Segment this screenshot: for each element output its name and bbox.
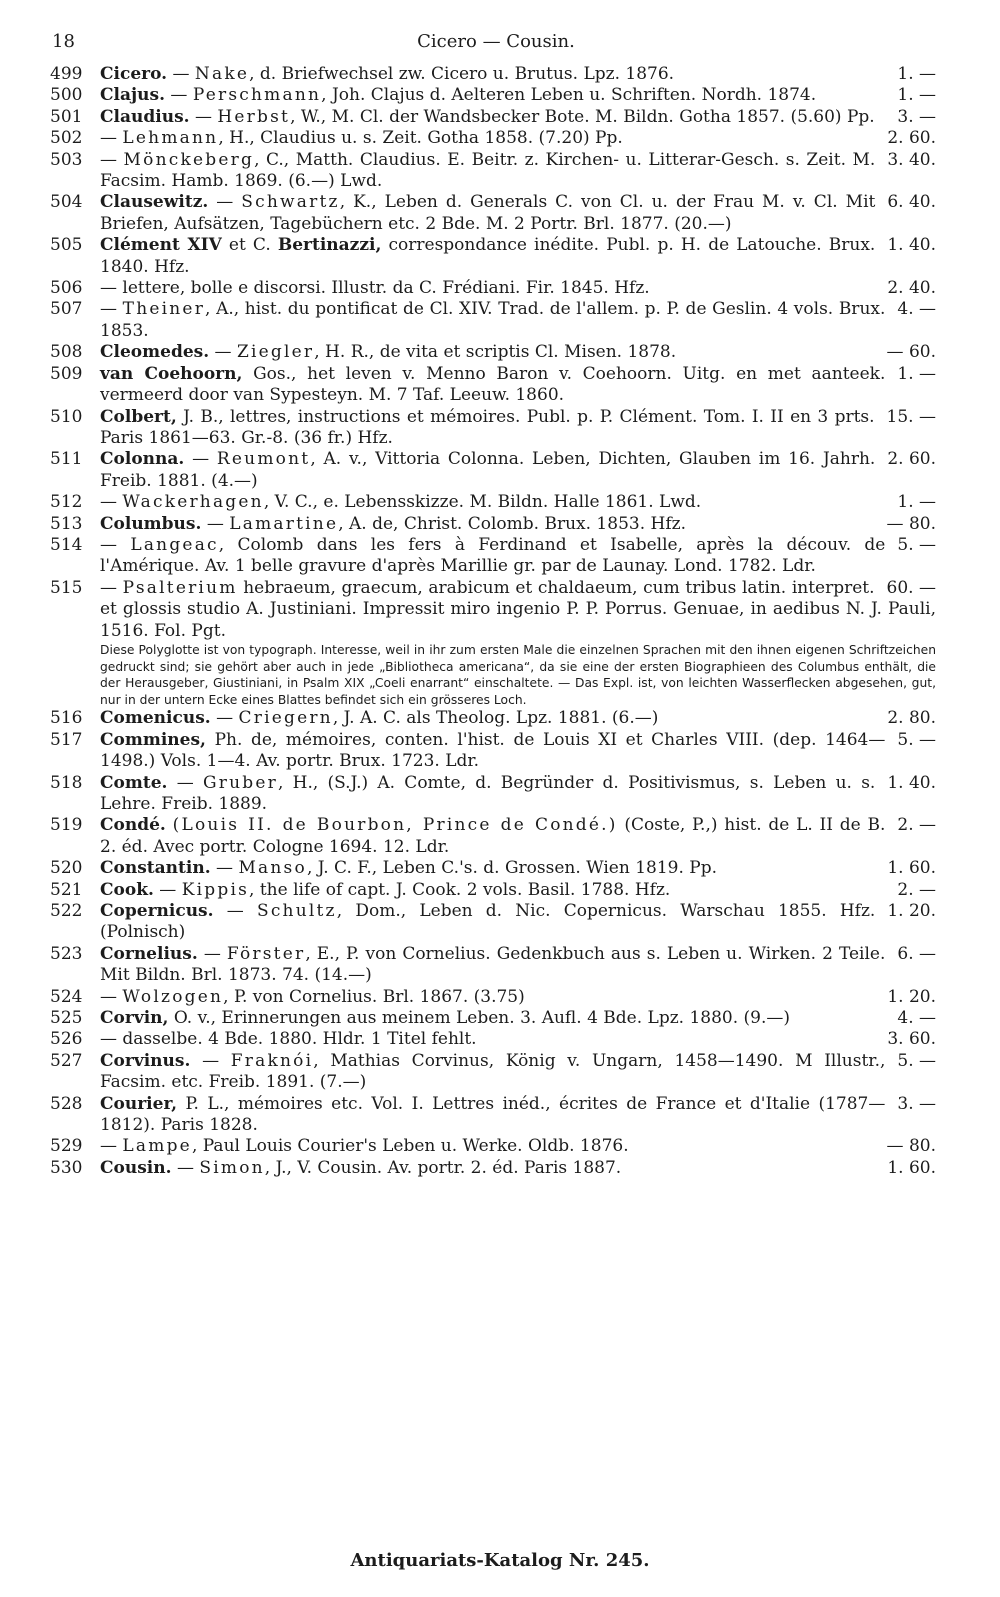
entry-price: 4. — [897, 299, 936, 320]
entry-text [100, 1029, 936, 1050]
entry-text [100, 64, 936, 85]
entry-description: , Mathias Corvinus, König v. Ungarn, 1458—1490. M Illustr., Facsim. etc. Freib. 1891. (7.—) [100, 1050, 886, 1093]
entry-price: 1. 40. [887, 235, 936, 256]
entry-heading: van Coehoorn, [100, 363, 243, 384]
entry-text [100, 107, 936, 128]
entry-author: Schultz [256, 901, 337, 921]
entry-separator: — [165, 85, 193, 106]
entry-text [100, 342, 936, 363]
entry-heading: Comte. [100, 772, 168, 793]
catalog-entry [0, 449, 1000, 492]
entry-number: 524 [50, 986, 83, 1007]
entry-text [100, 514, 936, 535]
entry-text [100, 364, 936, 407]
entry-heading: Cornelius. [100, 943, 198, 964]
entry-author: Criegern [238, 708, 333, 729]
entry-number: 516 [50, 708, 83, 729]
entry-heading: Claudius. [100, 106, 190, 127]
entry-number: 517 [50, 729, 83, 750]
entry-number: 530 [50, 1157, 83, 1178]
entry-heading: Corvin, [100, 1008, 169, 1029]
entry-description: , H. R., de vita et scriptis Cl. Misen. 1878. [314, 342, 677, 363]
entry-price: 2. 80. [887, 708, 936, 729]
entry-separator: — [208, 192, 242, 213]
entry-description: , E., P. von Cornelius. Gedenkbuch aus s. Leben u. Wirken. 2 Teile. Mit Bildn. Brl. 1873. 74. (14.—) [100, 943, 886, 986]
entry-text [100, 880, 936, 901]
catalog-entry [0, 1094, 1000, 1137]
entry-author: Ziegler [236, 342, 315, 363]
entry-separator: — [197, 943, 227, 964]
entry-separator: — [100, 492, 123, 513]
entry-number: 520 [50, 858, 83, 879]
catalog-entry [0, 1029, 1000, 1050]
entry-description: , the life of capt. J. Cook. 2 vols. Basil. 1788. Hfz. [249, 879, 671, 900]
entry-author: Gruber [202, 772, 278, 793]
entry-number: 504 [50, 192, 83, 213]
entry-number: 507 [50, 299, 83, 320]
entry-description: , d. Briefwechsel zw. Cicero u. Brutus. Lpz. 1876. [249, 64, 675, 84]
catalog-entry [0, 535, 1000, 578]
entry-price: 15. — [886, 406, 936, 427]
entry-description: hebraeum, graecum, arabicum et chaldaeum, cum tribus latin. interpret. et glossis studio A. Justiniani. Impressit miro ingenio P. P. Porrus. Genuae, in aedibus N. J. Pauli, 1516. Fol. Pgt. [100, 577, 936, 641]
entry-price: 1. 60. [887, 1157, 936, 1178]
entry-description: , J. C. F., Leben C.'s. d. Grossen. Wien 1819. Pp. [306, 858, 717, 879]
catalog-entry [0, 1008, 1000, 1029]
entry-price: — 80. [886, 513, 936, 534]
entry-heading: Comenicus. [100, 708, 211, 729]
entry-description: J. B., lettres, instructions et mémoires. Publ. p. P. Clément. Tom. I. II en 3 prts. Paris 1861—63. Gr.-8. (36 fr.) Hfz. [100, 406, 875, 448]
catalog-entry [0, 514, 1000, 535]
entry-separator: — [100, 1029, 123, 1050]
entry-number: 508 [50, 342, 83, 363]
entry-author: Lampe [122, 1136, 192, 1157]
entry-price: 3. — [897, 106, 936, 127]
entry-note: Diese Polyglotte ist von typograph. Interesse, weil in ihr zum ersten Male die einzelnen Sprachen mit den ihnen eigenen Schriftzeichen gedruckt sind; sie gehört aber auch in jede „Bibliotheca americana“, da sie eine der ersten Biographieen des Columbus enthält, die der Herausgeber, Giustiniani, in Psalm XIX „Coeli enarrant“ einschaltete. — Das Expl. ist, von leichten Wasserflecken abgesehen, gut, nur in der untern Ecke eines Blattes befindet sich ein grösseres Loch. [100, 642, 936, 707]
entry-description: Gos., het leven v. Menno Baron v. Coehoorn. Uitg. en met aanteek. vermeerd door van Sypesteyn. M. 7 Taf. Leeuw. 1860. [100, 363, 886, 406]
entry-number: 500 [50, 85, 83, 106]
entry-text [100, 299, 936, 342]
entry-price: 1. 40. [887, 772, 936, 793]
entry-price: 1. — [897, 85, 936, 106]
entry-text [100, 1158, 936, 1179]
entry-separator: — [171, 1157, 200, 1178]
entry-description: , H., (S.J.) A. Comte, d. Begründer d. Positivismus, s. Leben u. s. Lehre. Freib. 1889. [100, 772, 876, 814]
entry-number: 512 [50, 492, 83, 513]
page-header [52, 29, 940, 55]
entry-price: 1. — [897, 64, 936, 84]
entry-description: , J. A. C. als Theolog. Lpz. 1881. (6.—) [332, 708, 659, 729]
entry-author: Simon [199, 1157, 265, 1178]
catalog-entry [0, 107, 1000, 128]
entry-text [100, 773, 936, 816]
entry-number: 502 [50, 128, 83, 149]
catalog-entry [0, 492, 1000, 513]
entry-text [100, 492, 936, 513]
entry-number: 522 [50, 901, 83, 921]
entry-heading: Cleomedes. [100, 342, 210, 363]
entry-number: 518 [50, 772, 83, 793]
entry-heading: Constantin. [100, 858, 211, 879]
entry-number: 511 [50, 449, 83, 470]
entry-price: 5. — [897, 1050, 936, 1071]
entry-text [100, 235, 936, 278]
entry-price: 5. — [897, 729, 936, 750]
entry-author: Nake [194, 64, 250, 84]
entry-author: Kippis [181, 879, 250, 900]
catalog-entries [0, 64, 1000, 1179]
entry-price: 2. 40. [887, 278, 936, 299]
entry-separator: — [210, 708, 239, 729]
entry-separator: — [210, 858, 239, 879]
entry-heading: Copernicus. [100, 901, 214, 921]
entry-author: Wolzogen [122, 986, 224, 1007]
entry-number: 499 [50, 64, 83, 84]
entry-text [100, 1136, 936, 1157]
entry-description: , Paul Louis Courier's Leben u. Werke. Oldb. 1876. [191, 1136, 629, 1157]
entry-number: 510 [50, 406, 83, 427]
entry-separator: — [209, 342, 237, 363]
entry-price: 1. — [897, 492, 936, 513]
entry-heading: Commines, [100, 729, 206, 750]
entry-number: 505 [50, 235, 83, 256]
entry-separator [242, 364, 253, 384]
entry-description: , K., Leben d. Generals C. von Cl. u. der Frau M. v. Cl. Mit Briefen, Aufsätzen, Tagebüchern etc. 2 Bde. M. 2 Portr. Brl. 1877. (20.—) [100, 192, 876, 234]
catalog-entry [0, 944, 1000, 987]
entry-description: , Joh. Clajus d. Aelteren Leben u. Schriften. Nordh. 1874. [321, 85, 817, 106]
entry-text [100, 987, 936, 1008]
entry-description: correspondance inédite. Publ. p. H. de Latouche. Brux. 1840. Hfz. [100, 235, 876, 277]
entry-description: dasselbe. 4 Bde. 1880. Hldr. 1 Titel fehlt. [122, 1029, 477, 1050]
entry-description: , Colomb dans les fers à Ferdinand et Isabelle, après la découv. de l'Amérique. Av. 1 belle gravure d'après Marillie gr. par de Launay. Lond. 1782. Ldr. [100, 534, 886, 577]
entry-separator [206, 730, 215, 750]
entry-number: 525 [50, 1008, 83, 1029]
entry-number: 519 [50, 815, 83, 836]
catalog-entry [0, 85, 1000, 106]
entry-description: O. v., Erinnerungen aus meinem Leben. 3. Aufl. 4 Bde. Lpz. 1880. (9.—) [173, 1008, 791, 1029]
entry-heading: Clajus. [100, 85, 166, 106]
entry-heading-2: Bertinazzi, [277, 235, 382, 256]
catalog-entry [0, 407, 1000, 450]
entry-price: — 60. [886, 342, 936, 363]
entry-author: (Louis II. de Bourbon, Prince de Condé.) [172, 815, 618, 836]
entry-number: 529 [50, 1136, 83, 1157]
entry-number: 528 [50, 1093, 83, 1114]
entry-description: , A., hist. du pontificat de Cl. XIV. Trad. de l'allem. p. P. de Geslin. 4 vols. Brux. 1853. [100, 299, 886, 341]
entry-heading: Colbert, [100, 406, 177, 427]
entry-separator: — [190, 1050, 231, 1071]
entry-heading: Cousin. [100, 1157, 172, 1178]
entry-price: 3. 60. [887, 1029, 936, 1050]
catalog-entry [0, 815, 1000, 858]
entry-description: lettere, bolle e discorsi. Illustr. da C. Frédiani. Fir. 1845. Hfz. [122, 278, 650, 299]
catalog-entry [0, 64, 1000, 85]
entry-price: 1. 20. [887, 986, 936, 1007]
entry-description: , H., Claudius u. s. Zeit. Gotha 1858. (7.20) Pp. [218, 128, 623, 149]
entry-text [100, 1094, 936, 1137]
entry-price: 4. — [897, 1008, 936, 1029]
entry-author: Fraknói [230, 1050, 314, 1071]
entry-price: 1. 60. [887, 858, 936, 879]
entry-author: Langeac [130, 534, 219, 555]
entry-text [100, 535, 936, 578]
entry-price: 1. — [897, 363, 936, 384]
entry-separator: — [100, 1136, 123, 1157]
catalog-entry [0, 150, 1000, 193]
entry-price: 1. 20. [887, 901, 936, 921]
catalog-entry [0, 342, 1000, 363]
entry-number: 513 [50, 513, 83, 534]
entry-separator: — [213, 901, 257, 921]
entry-price: 6. — [897, 943, 936, 964]
entry-author: Psalterium [122, 577, 238, 598]
entry-text [100, 278, 936, 299]
entry-text [100, 192, 936, 235]
entry-separator: — [153, 879, 182, 900]
entry-author: Manso [238, 858, 307, 879]
entry-separator: — [100, 278, 123, 299]
catalog-entry [0, 578, 1000, 642]
entry-description: , Dom., Leben d. Nic. Copernicus. Warschau 1855. Hfz. (Polnisch) [100, 901, 876, 943]
catalog-entry [0, 730, 1000, 773]
entry-text [100, 1051, 936, 1094]
entry-number: 523 [50, 943, 83, 964]
catalog-entry [0, 192, 1000, 235]
entry-separator [177, 1094, 185, 1114]
entry-separator [166, 815, 173, 835]
catalog-entry [0, 1051, 1000, 1094]
entry-author: Herbst [217, 106, 291, 127]
entry-heading: Clausewitz. [100, 192, 209, 213]
entry-description: P. L., mémoires etc. Vol. I. Lettres inéd., écrites de France et d'Italie (1787—1812). Paris 1828. [100, 1093, 886, 1136]
entry-heading: Cicero. [100, 64, 168, 84]
entry-separator: — [100, 534, 131, 555]
entry-text [100, 85, 936, 106]
entry-text [100, 1008, 936, 1029]
entry-number: 521 [50, 879, 83, 900]
running-title: Cicero — Cousin. [417, 31, 575, 52]
page-number: 18 [52, 31, 75, 52]
entry-price: 2. — [897, 879, 936, 900]
entry-author: Reumont [216, 449, 311, 470]
catalog-entry [0, 708, 1000, 729]
entry-text [100, 407, 936, 450]
entry-price: 2. 60. [887, 128, 936, 149]
entry-number: 527 [50, 1050, 83, 1071]
entry-price: — 80. [886, 1136, 936, 1157]
entry-description: , V. C., e. Lebensskizze. M. Bildn. Halle 1861. Lwd. [263, 492, 702, 513]
entry-number: 501 [50, 106, 83, 127]
entry-heading: Columbus. [100, 513, 202, 534]
entry-author: Mönckeberg [123, 149, 255, 170]
entry-price: 5. — [897, 534, 936, 555]
entry-price: 60. — [886, 577, 936, 598]
entry-number: 506 [50, 278, 83, 299]
entry-separator: — [167, 64, 195, 84]
entry-heading: Colonna. [100, 449, 185, 470]
entry-price: 6. 40. [887, 192, 936, 213]
entry-number: 515 [50, 577, 83, 598]
entry-separator: — [100, 986, 123, 1007]
entry-price: 2. — [897, 815, 936, 836]
entry-price: 2. 60. [887, 449, 936, 470]
entry-separator: — [201, 513, 230, 534]
entry-description: , C., Matth. Claudius. E. Beitr. z. Kirchen- u. Litterar-Gesch. s. Zeit. M. Facsim. Hamb. 1869. (6.—) Lwd. [100, 149, 876, 192]
entry-text [100, 858, 936, 879]
entry-description: , A. v., Vittoria Colonna. Leben, Dichten, Glauben im 16. Jahrh. Freib. 1881. (4.—) [100, 449, 876, 491]
entry-author: Lehmann [122, 128, 219, 149]
entry-separator: — [100, 149, 124, 170]
entry-heading: Cook. [100, 879, 154, 900]
entry-text [100, 815, 936, 858]
page-footer: Antiquariats-Katalog Nr. 245. [350, 1550, 650, 1571]
entry-text [100, 708, 936, 729]
entry-number: 503 [50, 149, 83, 170]
entry-text [100, 578, 936, 642]
entry-description: , A. de, Christ. Colomb. Brux. 1853. Hfz. [338, 513, 686, 534]
catalog-entry [0, 858, 1000, 879]
catalog-entry [0, 1158, 1000, 1179]
entry-number: 514 [50, 534, 83, 555]
entry-separator: — [189, 106, 218, 127]
entry-description: (Coste, P.,) hist. de L. II de B. 2. éd. Avec portr. Cologne 1694. 12. Ldr. [100, 815, 886, 857]
catalog-entry [0, 901, 1000, 944]
catalog-entry [0, 235, 1000, 278]
entry-heading: Condé. [100, 815, 166, 836]
entry-description: , W., M. Cl. der Wandsbecker Bote. M. Bildn. Gotha 1857. (5.60) Pp. [290, 106, 875, 127]
catalog-entry [0, 773, 1000, 816]
entry-author: Theiner [122, 299, 206, 320]
catalog-entry [0, 278, 1000, 299]
entry-text [100, 150, 936, 193]
entry-text [100, 449, 936, 492]
entry-separator: — [184, 449, 217, 470]
entry-description: Ph. de, mémoires, conten. l'hist. de Louis XI et Charles VIII. (dep. 1464—1498.) Vols. 1—4. Av. portr. Brux. 1723. Ldr. [100, 729, 886, 772]
entry-heading: Courier, [100, 1093, 178, 1114]
entry-author: Förster [226, 943, 306, 964]
entry-separator: — [100, 299, 123, 320]
entry-text [100, 901, 936, 944]
entry-heading: Corvinus. [100, 1050, 191, 1071]
catalog-entry [0, 880, 1000, 901]
entry-separator: et C. [221, 235, 278, 256]
entry-price: 3. — [897, 1093, 936, 1114]
entry-separator: — [100, 577, 123, 598]
entry-author: Lamartine [229, 513, 339, 534]
entry-description: , J., V. Cousin. Av. portr. 2. éd. Paris 1887. [264, 1157, 622, 1178]
entry-separator: — [100, 128, 123, 149]
entry-text [100, 944, 936, 987]
entry-heading: Clément XIV [100, 235, 222, 256]
entry-number: 509 [50, 363, 83, 384]
catalog-entry [0, 987, 1000, 1008]
entry-author: Wackerhagen [122, 492, 264, 513]
catalog-entry [0, 364, 1000, 407]
entry-author: Schwartz [241, 192, 340, 213]
entry-text [100, 730, 936, 773]
catalog-entry [0, 128, 1000, 149]
entry-price: 3. 40. [887, 149, 936, 170]
entry-number: 526 [50, 1029, 83, 1050]
entry-author: Perschmann [192, 85, 322, 106]
entry-text [100, 128, 936, 149]
entry-separator: — [167, 772, 203, 793]
catalog-entry [0, 1136, 1000, 1157]
entry-description: , P. von Cornelius. Brl. 1867. (3.75) [223, 986, 525, 1007]
catalog-entry [0, 299, 1000, 342]
